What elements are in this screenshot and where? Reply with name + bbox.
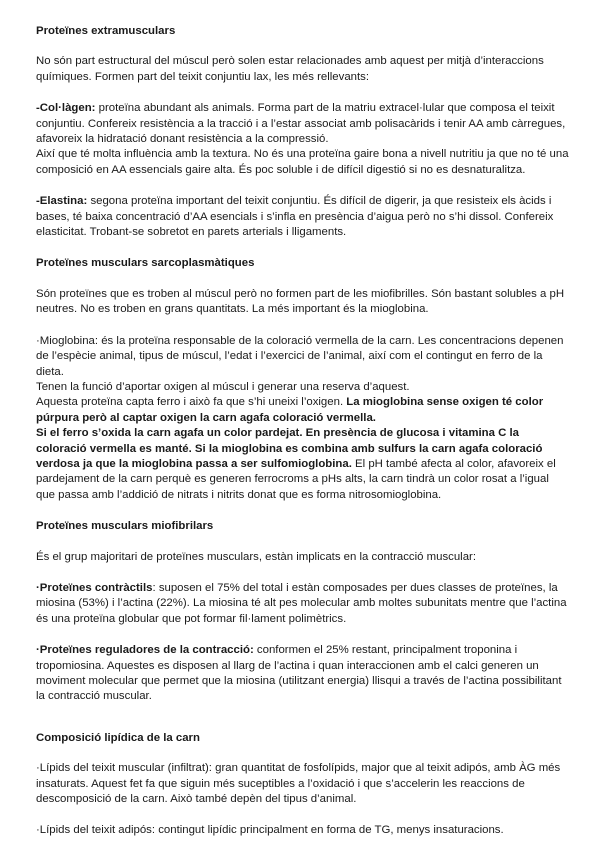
contractils-text: : suposen el 75% del total i estàn composades per dues classes de proteïnes, la miosina (53%) i l’actina (22%). La miosina té alt pes molecular amb moltes subunitats mentre que l’actina és una proteïna globular que pot formar fil·lament polimètrics. <box>36 581 567 625</box>
mioglobina-paragraph-4 <box>36 426 570 503</box>
colagen-text: proteïna abundant als animals. Forma part de la matriu extracel·lular que composa el teixit conjuntiu. Confereix resistència a la tracció i a l’estar associat amb polisacàrids i tenir AA amb càrregues, afavoreix la hidratació donant resistència a la compressió. <box>36 102 566 146</box>
extramusculars-intro: No són part estructural del múscul però solen estar relacionades amb aquest per mitjà d’interaccions químiques. Formen part del teixit conjuntiu lax, les més rellevants: <box>36 55 544 83</box>
mioglobina-paragraph-3 <box>36 395 570 426</box>
mioglobina-p3-text: Aquesta proteïna capta ferro i això fa que s’hi uneixi l’oxigen. <box>36 396 347 409</box>
lipids-muscular-paragraph: ·Lípids del teixit muscular (infiltrat): gran quantitat de fosfolípids, major que al teixit adipós, amb ÀG més insaturats. Aquest fet fa que siguin més suceptibles a l’oxidació i que s’accelerin les reaccions de descomposició de la carn. Això també depèn del tipus d’animal. <box>36 762 561 806</box>
heading-miofibrilars: Proteïnes musculars miofibrilars <box>36 520 214 533</box>
mioglobina-paragraph-1: ·Mioglobina: és la proteïna responsable de la coloració vermella de la carn. Les concentracions depenen de l’espècie animal, tipus de múscul, l’edat i l’exercici de l’animal, així com el contingut en ferro de la dieta. <box>36 334 564 378</box>
colagen-label: -Col·làgen: <box>36 102 96 115</box>
heading-sarcoplasmatiques: Proteïnes musculars sarcoplasmàtiques <box>36 257 255 270</box>
reguladores-paragraph <box>36 643 570 705</box>
heading-lipidica: Composició lipídica de la carn <box>36 731 200 744</box>
contractils-label: ·Proteïnes contràctils <box>36 581 153 594</box>
mioglobina-paragraph-2: Tenen la funció d’aportar oxigen al múscul i generar una reserva d’aquest. <box>36 380 410 393</box>
colagen-paragraph <box>36 101 570 147</box>
miofibrilars-intro: És el grup majoritari de proteïnes musculars, estàn implicats en la contracció muscular: <box>36 550 476 563</box>
mioglobina-p3-bold: La mioglobina sense oxigen té color púrpura però al captar oxigen la carn agafa coloració vermella. <box>36 396 544 424</box>
elastina-paragraph <box>36 194 570 240</box>
reguladores-text: conformen el 25% restant, principalment troponina i tropomiosina. Aquestes es disposen al llarg de l’actina i quan interaccionen amb el calci generen un moviment molecular que permet que la miosina (utilitzant energia) llisqui a través de l’actina possibilitant la contracció muscular. <box>36 644 562 703</box>
document-page <box>36 24 570 839</box>
lipids-adipos-paragraph: ·Lípids del teixit adipós: contingut lipídic principalment en forma de TG, menys insaturacions. <box>36 824 504 837</box>
elastina-text: segona proteïna important del teixit conjuntiu. És difícil de digerir, ja que resisteix els àcids i bases, té baixa concentració d’AA esencials i s’infla en presència d’aigua però no s’hi dissol. Confereix elasticitat. Trobant-se sobretot en parets arterials i lligaments. <box>36 195 554 239</box>
sarcoplasmatiques-intro: Són proteïnes que es troben al múscul però no formen part de les miofibrilles. Són bastant solubles a pH neutres. No es troben en grans quantitats. La més important és la mioglobina. <box>36 287 565 316</box>
elastina-label: -Elastina: <box>36 195 88 208</box>
heading-extramusculars: Proteïnes extramusculars <box>36 25 176 37</box>
mioglobina-p4-text: El pH també afecta al color, afavoreix el pardejament de la carn perquè es generen ferrocroms a pHs alts, la carn tindrà un color rosat a l’igual que passa amb l’addició de nitrats i nitrits donat que es forma nitrosomioglobina. <box>36 457 556 501</box>
reguladores-label: ·Proteïnes reguladores de la contracció: <box>36 644 254 657</box>
colagen-paragraph-2: Així que té molta influència amb la textura. No és una proteïna gaire bona a nivell nutritiu ja que no té una composició en AA essencials gaire alta. És poc soluble i de difícil digestió si no es desnaturalitza. <box>36 148 569 176</box>
contractils-paragraph <box>36 581 570 627</box>
mioglobina-p4-bold: Si el ferro s’oxida la carn agafa un color pardejat. En presència de glucosa i vitamina C la coloració vermella es manté. Si la mioglobina es combina amb sulfurs la carn agafa coloració verdosa ja que la mioglobina passa a ser sulfomioglobina. <box>36 427 543 470</box>
